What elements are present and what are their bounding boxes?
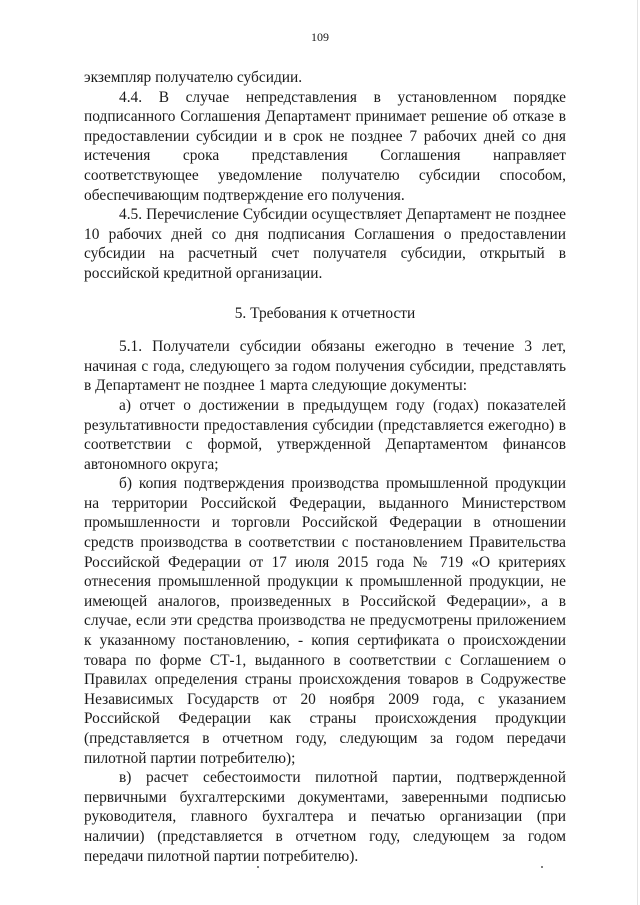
- document-body: [84, 68, 566, 866]
- paragraph-5-1-v: в) расчет себестоимости пилотной партии, подтвержденной первичными бухгалтерскими документами, заверенными подписью руководителя, главного бухгалтера и печатью организации (при наличии) (представляется в отчетном году, следующем за годом передачи пилотной партии потребителю).: [84, 769, 566, 865]
- paragraph-continuation: экземпляр получателю субсидии.: [84, 69, 303, 86]
- scan-speck: [541, 866, 543, 868]
- paragraph-5-1-a: а) отчет о достижении в предыдущем году (годах) показателей результативности предоставления субсидии (представляется ежегодно) в соответствии с формой, утвержденной Департаментом финансов автономного округа;: [84, 396, 566, 473]
- paragraph-5-1-b: б) копия подтверждения производства промышленной продукции на территории Российской Федерации, выданного Министерством промышленности и торговли Российской Федерации в отношении средств производства в соответствии с постановлением Правительства Российской Федерации от 17 июля 2015 года № 719 «О критериях отнесения промышленной продукции к промышленной продукции, не имеющей аналогов, произведенных в Российской Федерации», а в случае, если эти средства производства не предусмотрены приложением к указанному постановлению, - копия сертификата о происхождении товара по форме СТ-1, выданного в соответствии с Соглашением о Правилах определения страны происхождения товаров в Содружестве Независимых Государств от 20 ноября 2009 года, с указанием Российской Федерации как страны происхождения продукции (представляется в отчетном году, следующим за годом передачи пилотной партии потребителю);: [84, 475, 566, 767]
- paragraph-4-4: 4.4. В случае непредставления в установленном порядке подписанного Соглашения Департамент принимает решение об отказе в предоставлении субсидии и в срок не позднее 7 рабочих дней со дня истечения срока представления Соглашения направляет соответствующее уведомление получателю субсидии способом, обеспечивающим подтверждение его получения.: [84, 88, 566, 204]
- scan-speck: [257, 866, 259, 868]
- page-edge: [637, 0, 638, 905]
- paragraph-4-5: 4.5. Перечисление Субсидии осуществляет Департамент не позднее 10 рабочих дней со дня подписания Соглашения о предоставлении субсидии на расчетный счет получателя субсидии, открытый в российской кредитной организации.: [84, 206, 566, 282]
- section-heading: 5. Требования к отчетности: [234, 304, 416, 322]
- paragraph-5-1: 5.1. Получатели субсидии обязаны ежегодно в течение 3 лет, начиная с года, следующего за годом получения субсидии, представлять в Департамент не позднее 1 марта следующие документы:: [84, 338, 566, 395]
- page-number: 109: [311, 30, 329, 44]
